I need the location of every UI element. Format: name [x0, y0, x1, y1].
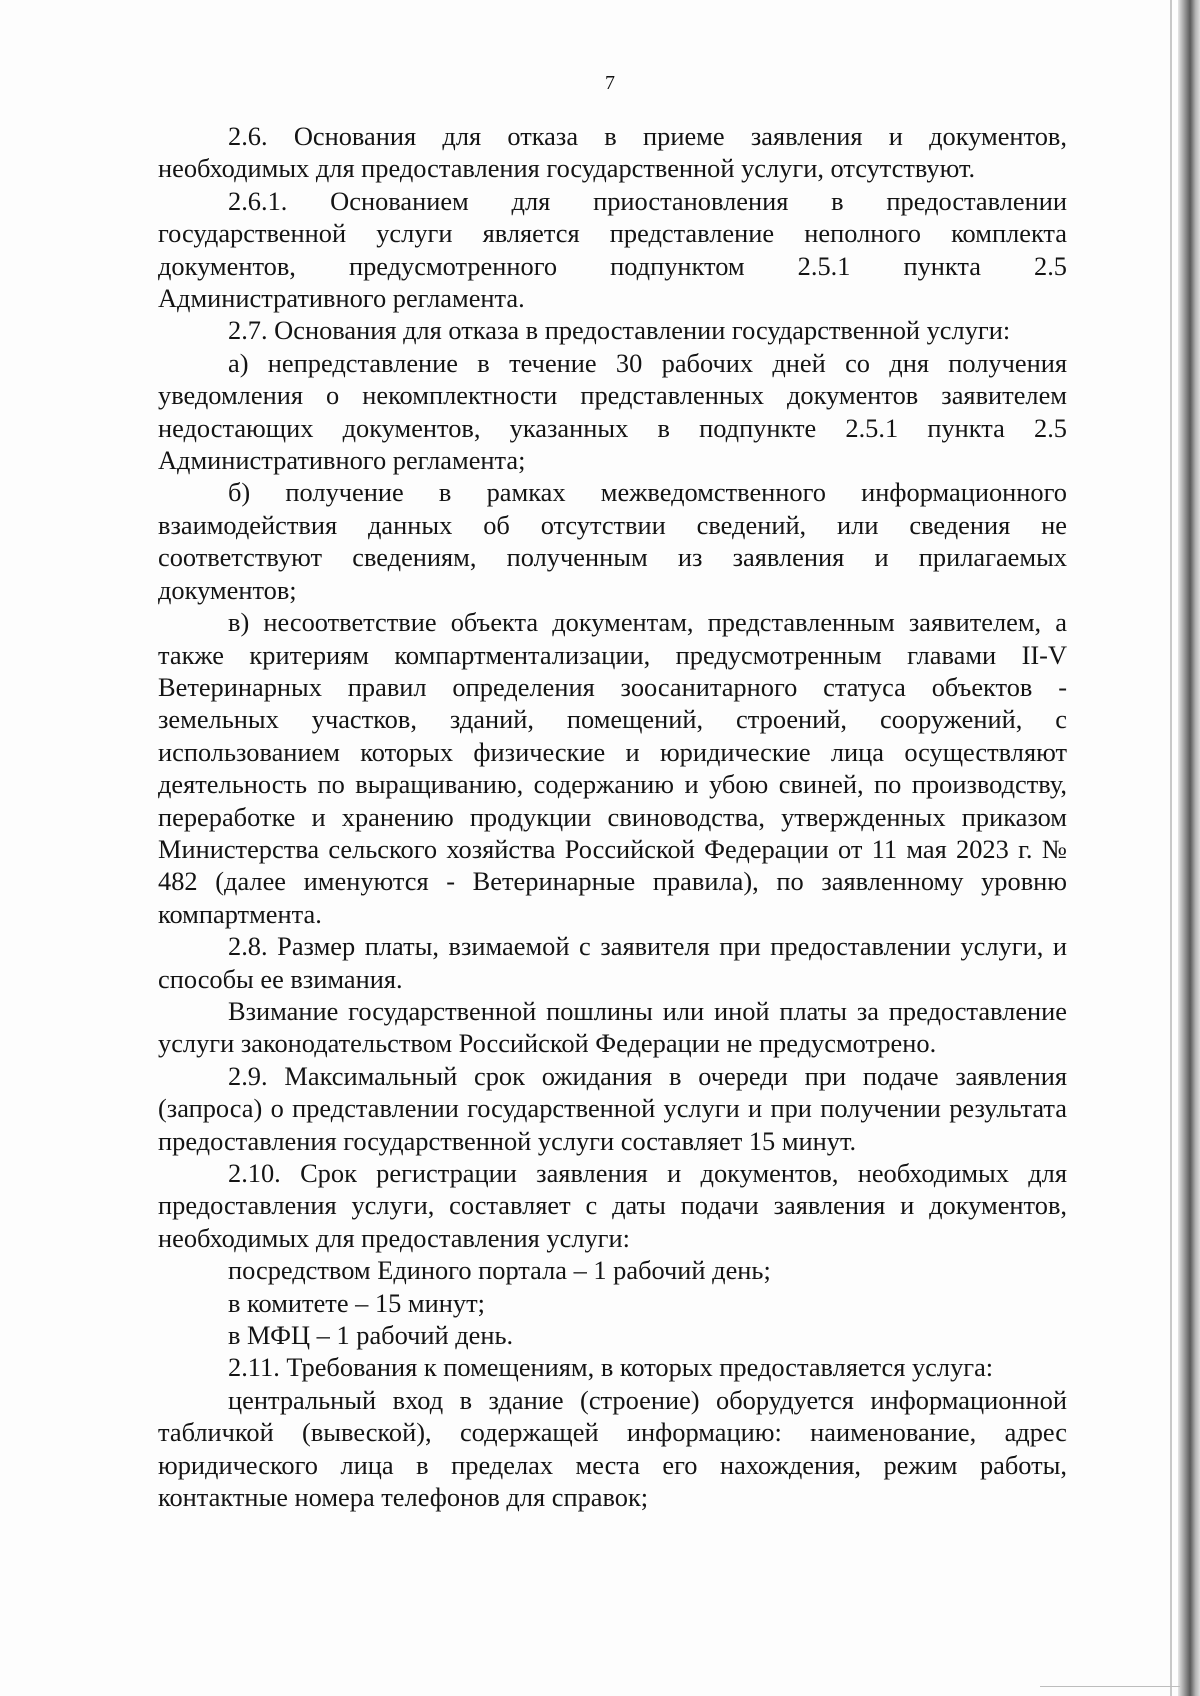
paragraph-2-7: 2.7. Основания для отказа в предоставлении государственной услуги:: [228, 315, 1011, 346]
scan-edge-shadow: [1178, 0, 1200, 1696]
list-item-mfc: в МФЦ – 1 рабочий день.: [228, 1320, 514, 1351]
paragraph-2-6: 2.6. Основания для отказа в приеме заявления и документов, необходимых для предоставления государственной услуги, отсутствуют.: [158, 121, 1067, 184]
paragraph-2-9: 2.9. Максимальный срок ожидания в очереди при подаче заявления (запроса) о представлении государственной услуги и при получении результата предоставления государственной услуги составляет 15 минут.: [158, 1060, 1067, 1156]
scan-bottom-line: [1040, 1686, 1180, 1687]
list-item-portal: посредством Единого портала – 1 рабочий день;: [228, 1255, 771, 1286]
list-item-committee: в комитете – 15 минут;: [228, 1287, 485, 1318]
document-body: [158, 120, 1067, 1513]
paragraph-2-11: 2.11. Требования к помещениям, в которых предоставляется услуга:: [228, 1352, 994, 1383]
paragraph-2-7-v: в) несоответствие объекта документам, представленным заявителем, а также критериям компартментализации, предусмотренным главами II-V Ветеринарных правил определения зоосанитарного статуса объектов - земельных участков, зданий, помещений, строений, сооружений, с использованием которых физические и юридические лица осуществляют деятельность по выращиванию, содержанию и убою свиней, по производству, переработке и хранению продукции свиноводства, утвержденных приказом Министерства сельского хозяйства Российской Федерации от 11 мая 2023 г. № 482 (далее именуются - Ветеринарные правила), по заявленному уровню компартмента.: [158, 607, 1067, 929]
paragraph-2-11-entrance: центральный вход в здание (строение) оборудуется информационной табличкой (вывеской), содержащей информацию: наименование, адрес юридического лица в пределах места его нахождения, режим работы, контактные номера телефонов для справок;: [158, 1384, 1067, 1513]
paragraph-2-6-1: 2.6.1. Основанием для приостановления в предоставлении государственной услуги является представление неполного комплекта документов, предусмотренного подпунктом 2.5.1 пункта 2.5 Административного регламента.: [158, 185, 1067, 314]
paragraph-2-8-fee: Взимание государственной пошлины или иной платы за предоставление услуги законодательством Российской Федерации не предусмотрено.: [158, 995, 1067, 1059]
scan-edge-line: [1170, 0, 1172, 1696]
paragraph-2-7-b: б) получение в рамках межведомственного информационного взаимодействия данных об отсутствии сведений, или сведения не соответствуют сведениям, полученным из заявления и прилагаемых документов;: [158, 477, 1067, 605]
paragraph-2-10: 2.10. Срок регистрации заявления и документов, необходимых для предоставления услуги, составляет с даты подачи заявления и документов, необходимых для предоставления услуги:: [158, 1158, 1067, 1253]
page-number: 7: [605, 72, 615, 94]
paragraph-2-8: 2.8. Размер платы, взимаемой с заявителя при предоставлении услуги, и способы ее взимания.: [158, 931, 1067, 994]
paragraph-2-7-a: а) непредставление в течение 30 рабочих дней со дня получения уведомления о некомплектности представленных документов заявителем недостающих документов, указанных в подпункте 2.5.1 пункта 2.5 Административного регламента;: [158, 347, 1067, 476]
